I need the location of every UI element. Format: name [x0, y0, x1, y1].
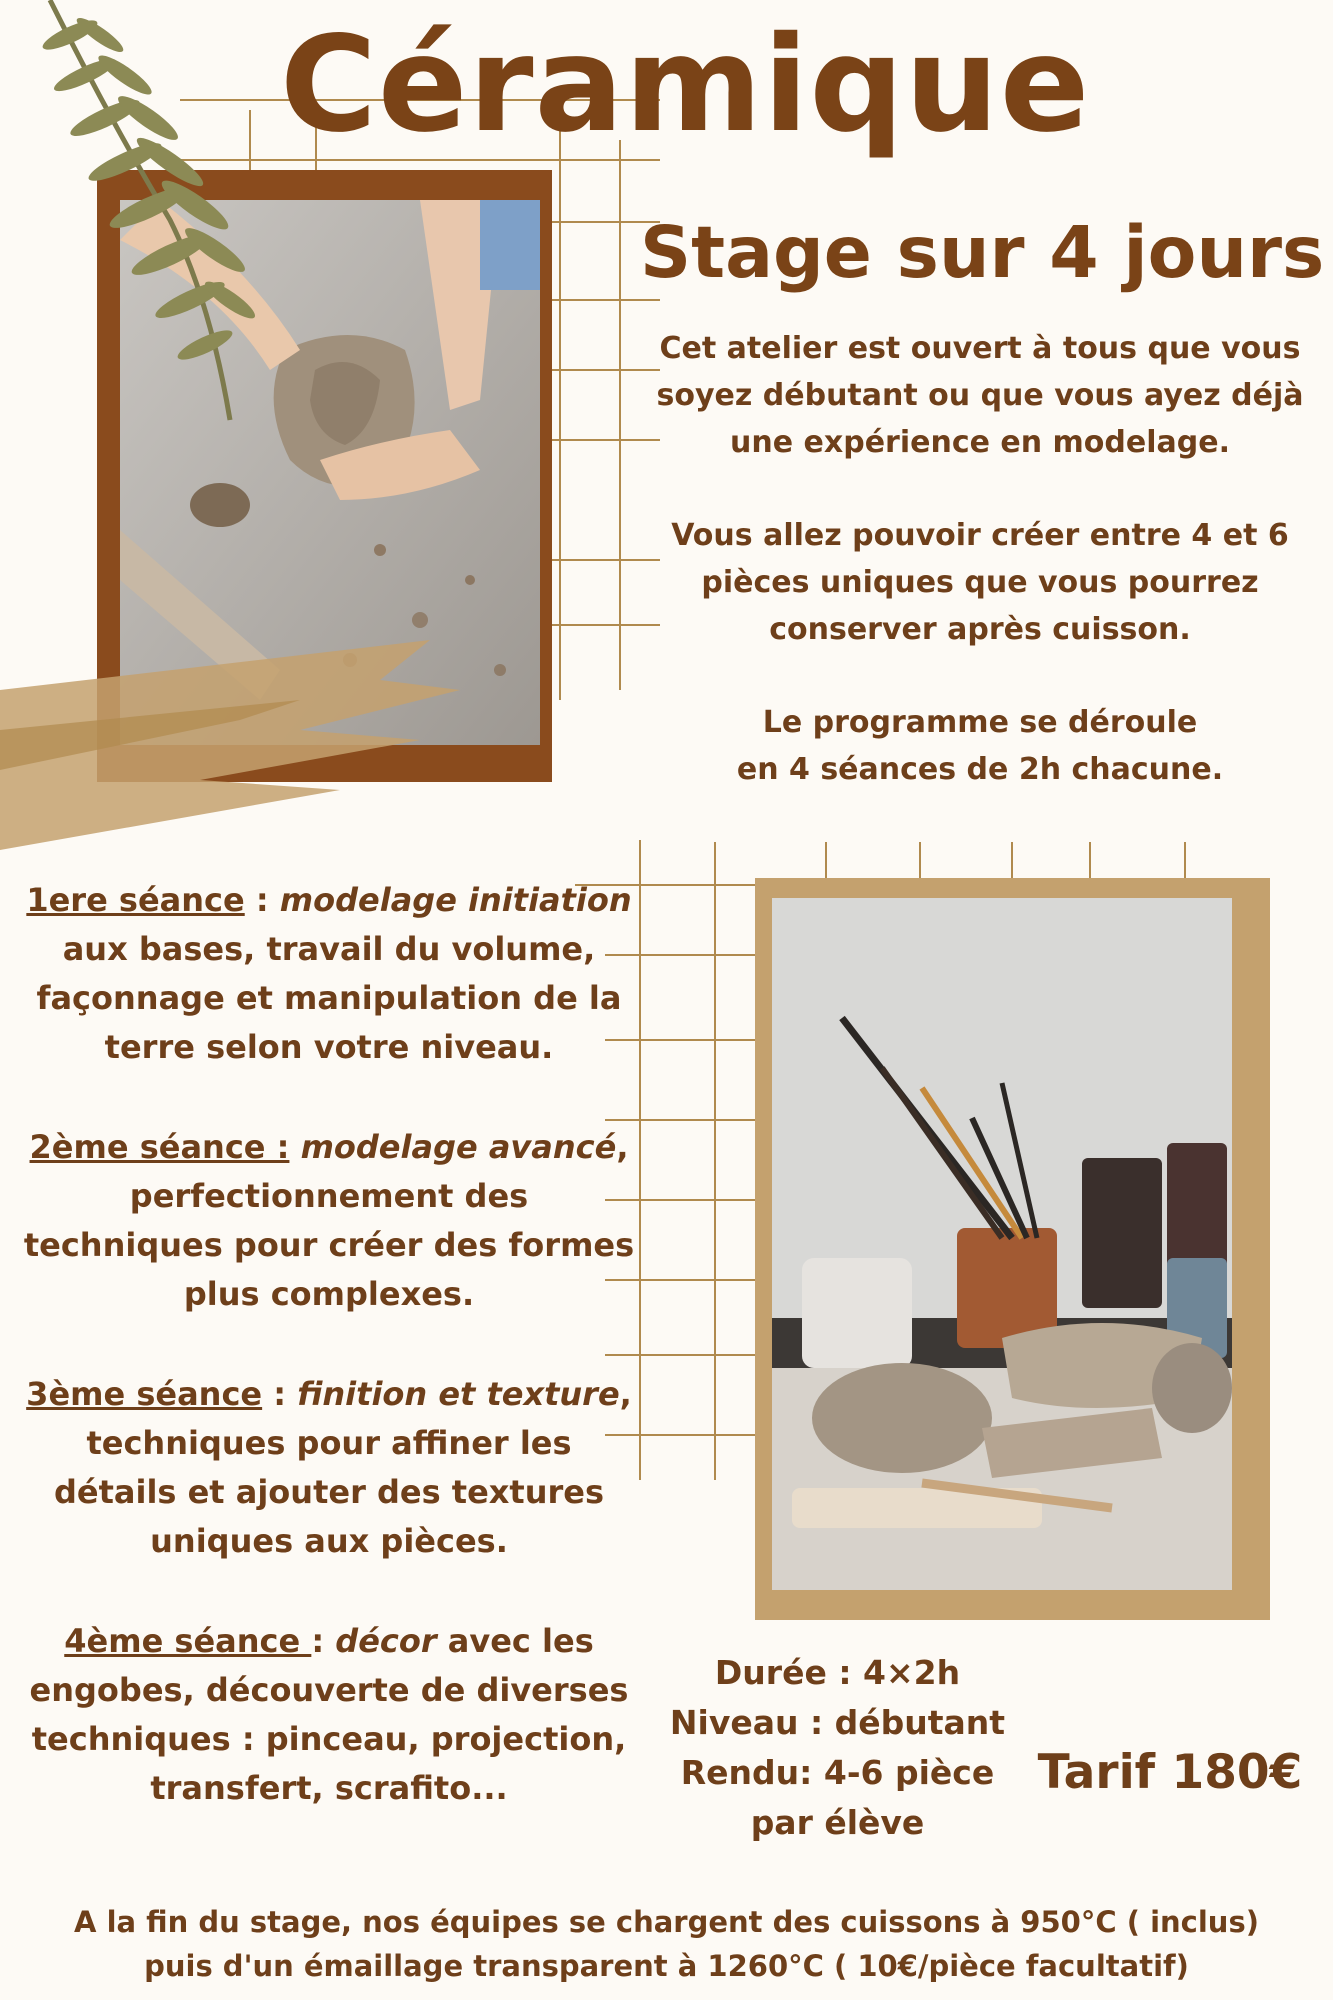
price-label: Tarif 180€ [1037, 1745, 1303, 1800]
session-4: 4ème séance : décor avec les engobes, découverte de diverses techniques : pinceau, projection, transfert, scrafito... [29, 1622, 629, 1807]
fern-leaf-illustration [30, 0, 270, 440]
intro-paragraph-2: Vous allez pouvoir créer entre 4 et 6 pièces uniques que vous pourrez conserver après cuisson. [671, 518, 1289, 647]
result-text: Rendu: 4-6 pièce [680, 1753, 995, 1792]
intro-paragraph-1: Cet atelier est ouvert à tous que vous soyez débutant ou que vous ayez déjà une expérience en modelage. [656, 331, 1304, 460]
brushes-and-clay-pieces-photo [772, 898, 1232, 1590]
session-1: 1ere séance : modelage initiation aux bases, travail du volume, façonnage et manipulation de la terre selon votre niveau. [26, 881, 632, 1066]
session-3: 3ème séance : finition et texture, techniques pour affiner les détails et ajouter des textures uniques aux pièces. [26, 1375, 632, 1560]
level-text: Niveau : débutant [669, 1703, 1006, 1742]
result-text-2: par élève [750, 1803, 925, 1842]
page-title: Céramique [280, 8, 1091, 162]
course-info [650, 1648, 1025, 1848]
footer-note: A la fin du stage, nos équipes se chargent des cuissons à 950°C ( inclus) puis d'un émaillage transparent à 1260°C ( 10€/pièce facultatif) [74, 1905, 1259, 1983]
session-2: 2ème séance : modelage avancé, perfectionnement des techniques pour créer des formes plus complexes. [23, 1128, 635, 1313]
brush-stroke-decoration [0, 620, 460, 860]
duration-text: Durée : 4×2h [714, 1653, 961, 1692]
intro-paragraph-3: Le programme se déroule en 4 séances de 2h chacune. [736, 705, 1224, 787]
page-subtitle: Stage sur 4 jours [640, 211, 1325, 294]
